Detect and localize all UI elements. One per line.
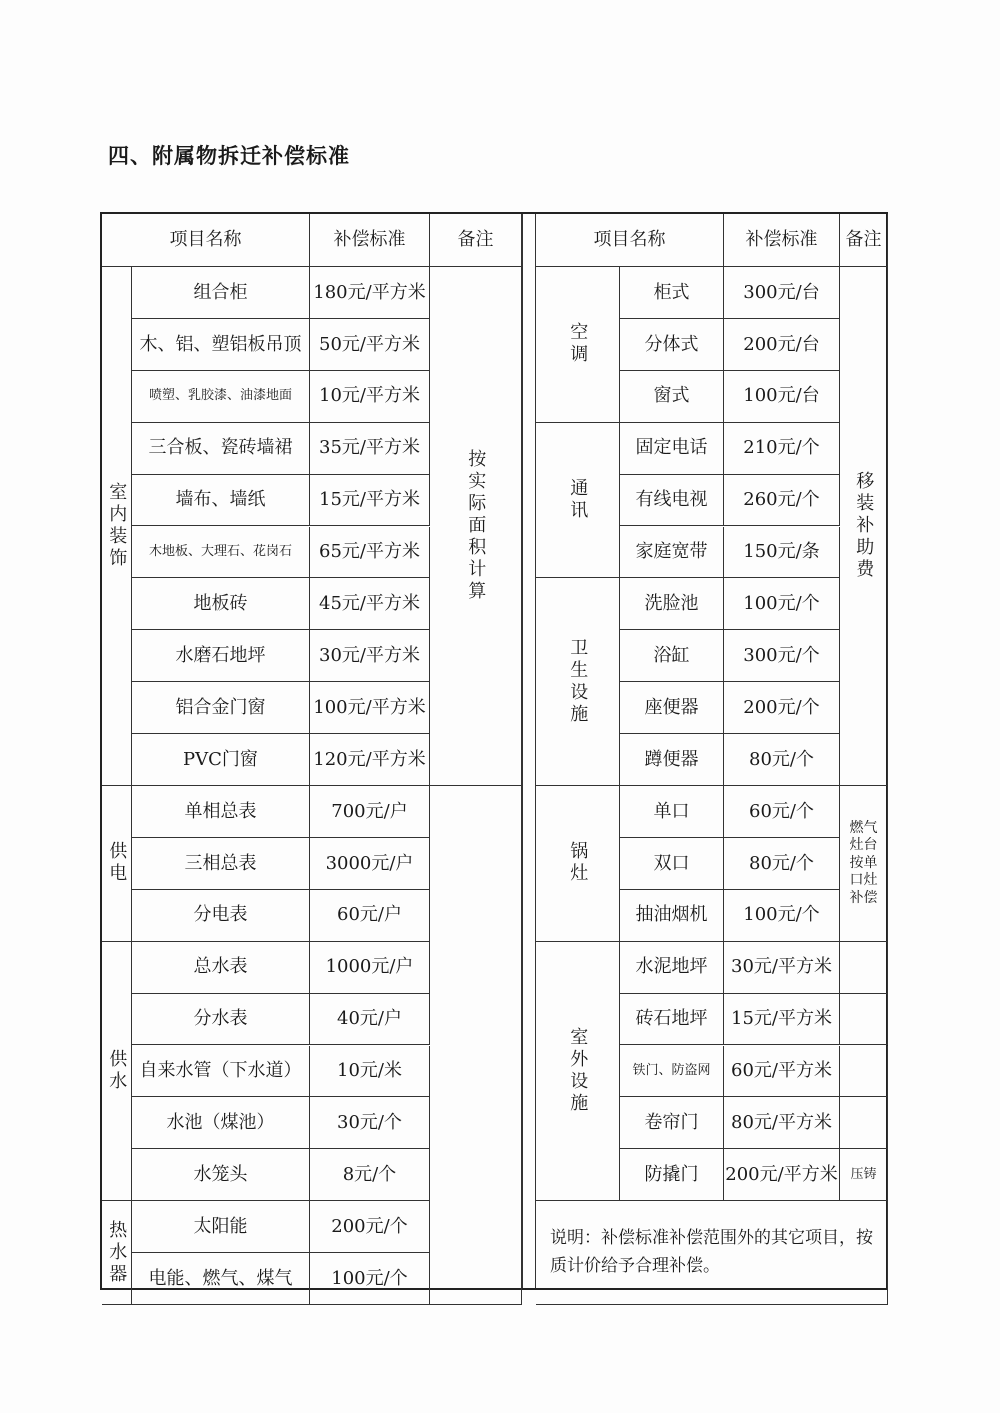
item-price-text: 10元/米	[337, 1060, 402, 1082]
item-name	[132, 734, 310, 786]
item-name	[620, 1097, 724, 1149]
item-price	[310, 1201, 430, 1253]
header-item-name-left-text: 项目名称	[169, 229, 242, 251]
item-name-text: 分水表	[193, 1008, 248, 1030]
item-name	[132, 267, 310, 319]
header-standard-left	[310, 214, 430, 267]
remark-empty-right	[840, 1097, 888, 1149]
explanation-note-text: 说明：补偿标准补偿范围外的其它项目，按质计价给予合理补偿。	[550, 1228, 873, 1276]
explanation-note	[536, 1201, 888, 1305]
remark-empty-left	[430, 786, 522, 1305]
remark-gas-stove-text: 燃气灶台按单口灶补偿	[849, 819, 878, 906]
category-indoor-text: 室内装饰	[106, 482, 128, 570]
header-remark-left-text: 备注	[457, 229, 494, 251]
item-name	[132, 527, 310, 579]
item-name-text: 喷塑、乳胶漆、油漆地面	[148, 388, 292, 404]
item-name	[132, 475, 310, 527]
item-name-text: 分体式	[644, 333, 699, 355]
item-price-text: 3000元/户	[325, 852, 414, 874]
item-price	[724, 890, 840, 942]
remark-empty-right	[840, 994, 888, 1046]
item-name-text: 座便器	[644, 696, 699, 718]
item-name-text: 太阳能	[193, 1215, 248, 1237]
item-name-text: 组合柜	[193, 281, 248, 303]
item-price	[310, 994, 430, 1046]
item-name	[132, 838, 310, 890]
item-price-text: 35元/平方米	[319, 437, 420, 459]
item-name-text: 蹲便器	[644, 748, 699, 770]
remark-relocation-text: 移装补助费	[853, 471, 875, 581]
item-name-text: 电能、燃气、煤气	[148, 1267, 293, 1289]
category-power	[102, 786, 132, 942]
item-price-text: 150元/条	[743, 541, 820, 563]
item-name-text: 三相总表	[184, 852, 257, 874]
item-price	[310, 475, 430, 527]
item-name	[620, 630, 724, 682]
item-name-text: 抽油烟机	[635, 904, 708, 926]
item-price-text: 200元/个	[743, 696, 820, 718]
item-name	[132, 1253, 310, 1305]
item-name-text: 铁门、防盗网	[632, 1063, 711, 1079]
item-name	[132, 1097, 310, 1149]
category-comm	[536, 423, 620, 579]
item-name-text: 水磨石地坪	[175, 644, 266, 666]
item-name	[620, 1046, 724, 1098]
item-name	[132, 786, 310, 838]
item-name	[620, 578, 724, 630]
item-name-text: 砖石地坪	[635, 1008, 708, 1030]
item-price	[310, 371, 430, 423]
item-price	[310, 942, 430, 994]
item-name	[620, 682, 724, 734]
item-name-text: 卷帘门	[644, 1112, 699, 1134]
item-name	[132, 423, 310, 475]
item-price	[724, 267, 840, 319]
header-remark-right	[840, 214, 888, 267]
item-name-text: 家庭宽带	[635, 541, 708, 563]
item-price-text: 100元/个	[331, 1267, 408, 1289]
item-price-text: 260元/个	[743, 489, 820, 511]
item-price-text: 300元/个	[743, 644, 820, 666]
item-price-text: 200元/台	[743, 333, 820, 355]
item-price	[724, 527, 840, 579]
item-price-text: 45元/平方米	[319, 593, 420, 615]
item-price	[724, 578, 840, 630]
item-price-text: 80元/个	[749, 852, 814, 874]
item-price	[724, 682, 840, 734]
item-name-text: PVC门窗	[183, 748, 258, 770]
item-price-text: 700元/户	[331, 800, 408, 822]
item-price-text: 30元/平方米	[731, 956, 832, 978]
header-standard-left-text: 补偿标准	[333, 229, 406, 251]
item-price	[724, 371, 840, 423]
remark-area-calc	[430, 267, 522, 786]
item-name-text: 洗脸池	[644, 593, 699, 615]
item-price-text: 200元/平方米	[725, 1163, 838, 1185]
category-ac	[536, 267, 620, 423]
item-price-text: 15元/平方米	[731, 1008, 832, 1030]
item-price-text: 15元/平方米	[319, 489, 420, 511]
category-outdoor	[536, 942, 620, 1202]
item-name	[620, 786, 724, 838]
remark-relocation	[840, 267, 888, 786]
item-name	[132, 890, 310, 942]
category-stove-text: 锅灶	[567, 841, 589, 886]
item-name	[620, 527, 724, 579]
item-name	[620, 838, 724, 890]
item-price-text: 30元/平方米	[319, 644, 420, 666]
header-standard-right	[724, 214, 840, 267]
category-heater-text: 热水器	[106, 1219, 128, 1286]
item-price	[310, 267, 430, 319]
category-water	[102, 942, 132, 1202]
item-name	[620, 734, 724, 786]
item-name-text: 铝合金门窗	[175, 696, 266, 718]
item-price	[310, 890, 430, 942]
category-outdoor-text: 室外设施	[567, 1026, 589, 1115]
item-price-text: 100元/个	[743, 904, 820, 926]
item-name	[132, 682, 310, 734]
item-name	[620, 267, 724, 319]
item-name	[132, 371, 310, 423]
item-price	[724, 994, 840, 1046]
item-price-text: 300元/台	[743, 281, 820, 303]
item-price	[310, 630, 430, 682]
item-name-text: 分电表	[193, 904, 248, 926]
item-name-text: 窗式	[653, 385, 690, 407]
item-price	[724, 838, 840, 890]
item-price	[724, 1149, 840, 1201]
item-name	[620, 942, 724, 994]
item-price	[724, 423, 840, 475]
item-name	[620, 994, 724, 1046]
item-price	[310, 1046, 430, 1098]
item-price-text: 120元/平方米	[313, 748, 426, 770]
item-price	[724, 475, 840, 527]
item-price-text: 50元/平方米	[319, 333, 420, 355]
header-item-name-right-text: 项目名称	[593, 229, 666, 251]
item-name	[620, 1149, 724, 1201]
item-name	[132, 630, 310, 682]
item-price	[310, 734, 430, 786]
item-name-text: 水池（煤池）	[166, 1112, 275, 1134]
item-price	[724, 319, 840, 371]
item-price	[724, 786, 840, 838]
item-name	[132, 1149, 310, 1201]
category-power-text: 供电	[106, 841, 128, 886]
item-price-text: 100元/台	[743, 385, 820, 407]
item-price-text: 60元/户	[337, 904, 402, 926]
item-price-text: 8元/个	[342, 1163, 397, 1185]
item-price-text: 210元/个	[743, 437, 820, 459]
remark-empty-right	[840, 1046, 888, 1098]
item-name-text: 双口	[653, 852, 690, 874]
item-price	[310, 578, 430, 630]
item-name-text: 单相总表	[184, 800, 257, 822]
item-price	[310, 319, 430, 371]
header-remark-left	[430, 214, 522, 267]
item-price	[310, 423, 430, 475]
item-name-text: 三合板、瓷砖墙裙	[148, 437, 293, 459]
item-price	[724, 1046, 840, 1098]
column-divider	[522, 214, 536, 1288]
item-name	[132, 319, 310, 371]
item-name	[132, 994, 310, 1046]
item-name-text: 浴缸	[653, 644, 690, 666]
item-price-text: 1000元/户	[325, 956, 414, 978]
item-price-text: 80元/平方米	[731, 1112, 832, 1134]
item-name	[132, 942, 310, 994]
item-price-text: 60元/个	[749, 800, 814, 822]
category-sanitary-text: 卫生设施	[567, 637, 589, 726]
item-price	[310, 682, 430, 734]
item-name-text: 木地板、大理石、花岗石	[148, 544, 292, 560]
item-name-text: 防撬门	[644, 1163, 699, 1185]
category-heater	[102, 1201, 132, 1305]
item-name-text: 水泥地坪	[635, 956, 708, 978]
page-title: 四、附属物拆迁补偿标准	[108, 144, 350, 168]
item-price	[724, 734, 840, 786]
item-name	[132, 1046, 310, 1098]
item-name-text: 固定电话	[635, 437, 708, 459]
item-price	[724, 1097, 840, 1149]
item-price-text: 60元/平方米	[731, 1060, 832, 1082]
header-standard-right-text: 补偿标准	[745, 229, 818, 251]
item-price	[310, 1097, 430, 1149]
item-name	[620, 423, 724, 475]
item-price-text: 80元/个	[749, 748, 814, 770]
item-price	[310, 786, 430, 838]
category-sanitary	[536, 578, 620, 786]
item-name	[132, 578, 310, 630]
item-name-text: 地板砖	[193, 593, 248, 615]
category-ac-text: 空调	[567, 322, 589, 367]
item-price	[724, 630, 840, 682]
item-name-text: 墙布、墙纸	[175, 489, 266, 511]
header-item-name-right	[536, 214, 724, 267]
item-name-text: 有线电视	[635, 489, 708, 511]
item-price-text: 180元/平方米	[313, 281, 426, 303]
item-price-text: 40元/户	[337, 1008, 402, 1030]
item-price-text: 30元/个	[337, 1112, 402, 1134]
item-name-text: 木、铝、塑铝板吊顶	[139, 333, 302, 355]
remark-area-calc-text: 按实际面积计算	[465, 449, 487, 603]
item-name	[620, 371, 724, 423]
category-comm-text: 通讯	[567, 478, 589, 523]
item-name	[620, 475, 724, 527]
remark-gas-stove	[840, 786, 888, 942]
item-price	[310, 1253, 430, 1305]
compensation-table	[100, 212, 888, 1290]
item-name-text: 水笼头	[193, 1163, 248, 1185]
remark-empty-right	[840, 942, 888, 994]
item-name-text: 单口	[653, 800, 690, 822]
item-price-text: 200元/个	[331, 1215, 408, 1237]
remark-die-cast-text: 压铸	[850, 1166, 877, 1182]
item-price	[310, 527, 430, 579]
item-price-text: 10元/平方米	[319, 385, 420, 407]
category-water-text: 供水	[106, 1048, 128, 1093]
item-price-text: 100元/平方米	[313, 696, 426, 718]
item-name-text: 自来水管（下水道）	[139, 1060, 302, 1082]
item-name	[620, 319, 724, 371]
remark-die-cast	[840, 1149, 888, 1201]
item-name-text: 总水表	[193, 956, 248, 978]
item-price	[310, 838, 430, 890]
category-stove	[536, 786, 620, 942]
item-name-text: 柜式	[653, 281, 690, 303]
item-price	[724, 942, 840, 994]
item-price	[310, 1149, 430, 1201]
item-price-text: 65元/平方米	[319, 541, 420, 563]
header-remark-right-text: 备注	[845, 229, 882, 251]
category-indoor	[102, 267, 132, 786]
item-price-text: 100元/个	[743, 593, 820, 615]
header-item-name-left	[102, 214, 310, 267]
item-name	[132, 1201, 310, 1253]
item-name	[620, 890, 724, 942]
